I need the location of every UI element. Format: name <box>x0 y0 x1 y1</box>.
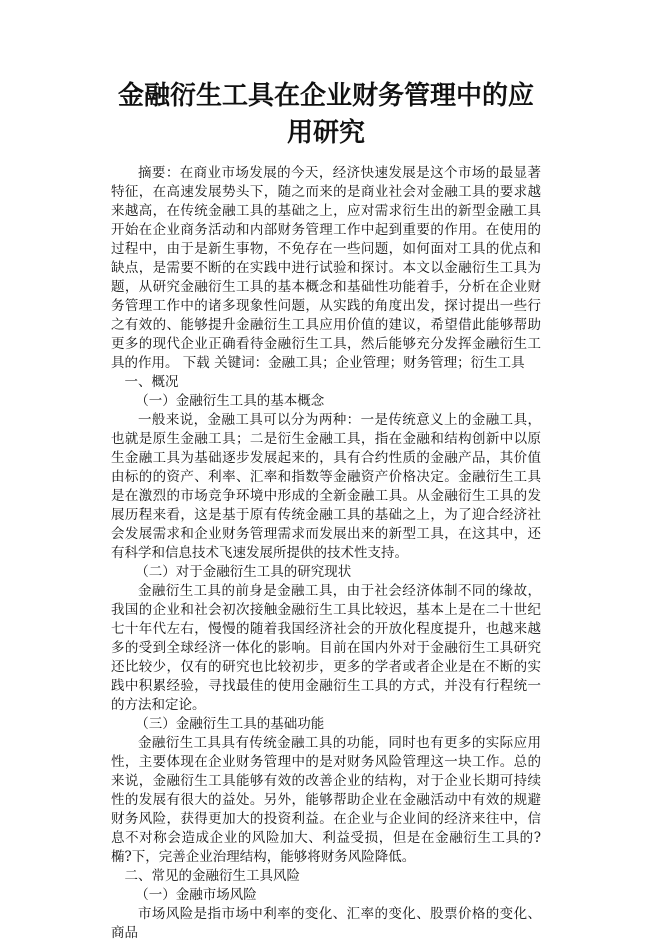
body-paragraph: 市场风险是指市场中利率的变化、汇率的变化、股票价格的变化、商品 <box>111 906 541 941</box>
document-body <box>111 164 541 943</box>
subsection-heading: （一）金融衍生工具的基本概念 <box>135 393 325 409</box>
subsection-heading: （二）对于金融衍生工具的研究现状 <box>135 564 352 580</box>
document-page <box>111 78 541 943</box>
document-title: 金融衍生工具在企业财务管理中的应用研究 <box>117 81 534 148</box>
abstract-paragraph: 摘要：在商业市场发展的今天，经济快速发展是这个市场的最显著特征，在高速发展势头下，随之而来的是商业社会对金融工具的要求越来越高，在传统金融工具的基础之上，应对需求衍生出的新型金融工具开始在企业商务活动和内部财务管理工作中起到重要的作用。在使用的过程中，由于是新生事物，不免存在一些问题，如何面对工具的优点和缺点，是需要不断的在实践中进行试验和探讨。本文以金融衍生工具为题，从研究金融衍生工具的基本概念和基础性功能着手，分析在企业财务管理工作中的诸多现象性问题，从实践的角度出发，探讨提出一些行之有效的、能够提升金融衍生工具应用价值的建议，希望借此能够帮助更多的现代企业正确看待金融衍生工具，然后能够充分发挥金融衍生工具的作用。 下载 关键词：金融工具；企业管理；财务管理；衍生工具 <box>111 165 541 371</box>
subsection-heading: （三）金融衍生工具的基础功能 <box>135 716 325 732</box>
body-paragraph: 金融衍生工具具有传统金融工具的功能，同时也有更多的实际应用性，主要体现在企业财务管理中的是对财务风险管理这一块工作。总的来说，金融衍生工具能够有效的改善企业的结构，对于企业长期可持续性的发展有很大的益处。另外，能够帮助企业在金融活动中有效的规避财务风险，获得更加大的投资利益。在企业与企业间的经济来往中，信息不对称会造成企业的风险加大、利益受损，但是在金融衍生工具的?椭?下，完善企业治理结构，能够将财务风险降低。 <box>111 735 541 865</box>
body-paragraph: 金融衍生工具的前身是金融工具，由于社会经济体制不同的缘故，我国的企业和社会初次接触金融衍生工具比较迟，基本上是在二十世纪七十年代左右，慢慢的随着我国经济社会的开放化程度提升，也越来越多的受到全球经济一体化的影响。目前在国内外对于金融衍生工具研究还比较少，仅有的研究也比较初步，更多的学者或者企业是在不断的实践中积累经验，寻找最佳的使用金融衍生工具的方式，并没有行程统一的方法和定论。 <box>111 583 541 713</box>
section-heading: 二、常见的金融衍生工具风险 <box>124 868 300 884</box>
subsection-heading: （一）金融市场风险 <box>135 887 257 903</box>
section-heading: 一、概况 <box>124 374 179 390</box>
body-paragraph: 一般来说，金融工具可以分为两种：一是传统意义上的金融工具，也就是原生金融工具；二是衍生金融工具，指在金融和结构创新中以原生金融工具为基础逐步发展起来的，具有合约性质的金融产品，其价值由标的的资产、利率、汇率和指数等金融资产价格决定。金融衍生工具是在激烈的市场竞争环境中形成的全新金融工具。从金融衍生工具的发展历程来看，这是基于原有传统金融工具的基础之上，为了迎合经济社会发展需求和企业财务管理需求而发展出来的新型工具，在这其中，还有科学和信息技术飞速发展所提供的技术性支持。 <box>111 412 541 561</box>
